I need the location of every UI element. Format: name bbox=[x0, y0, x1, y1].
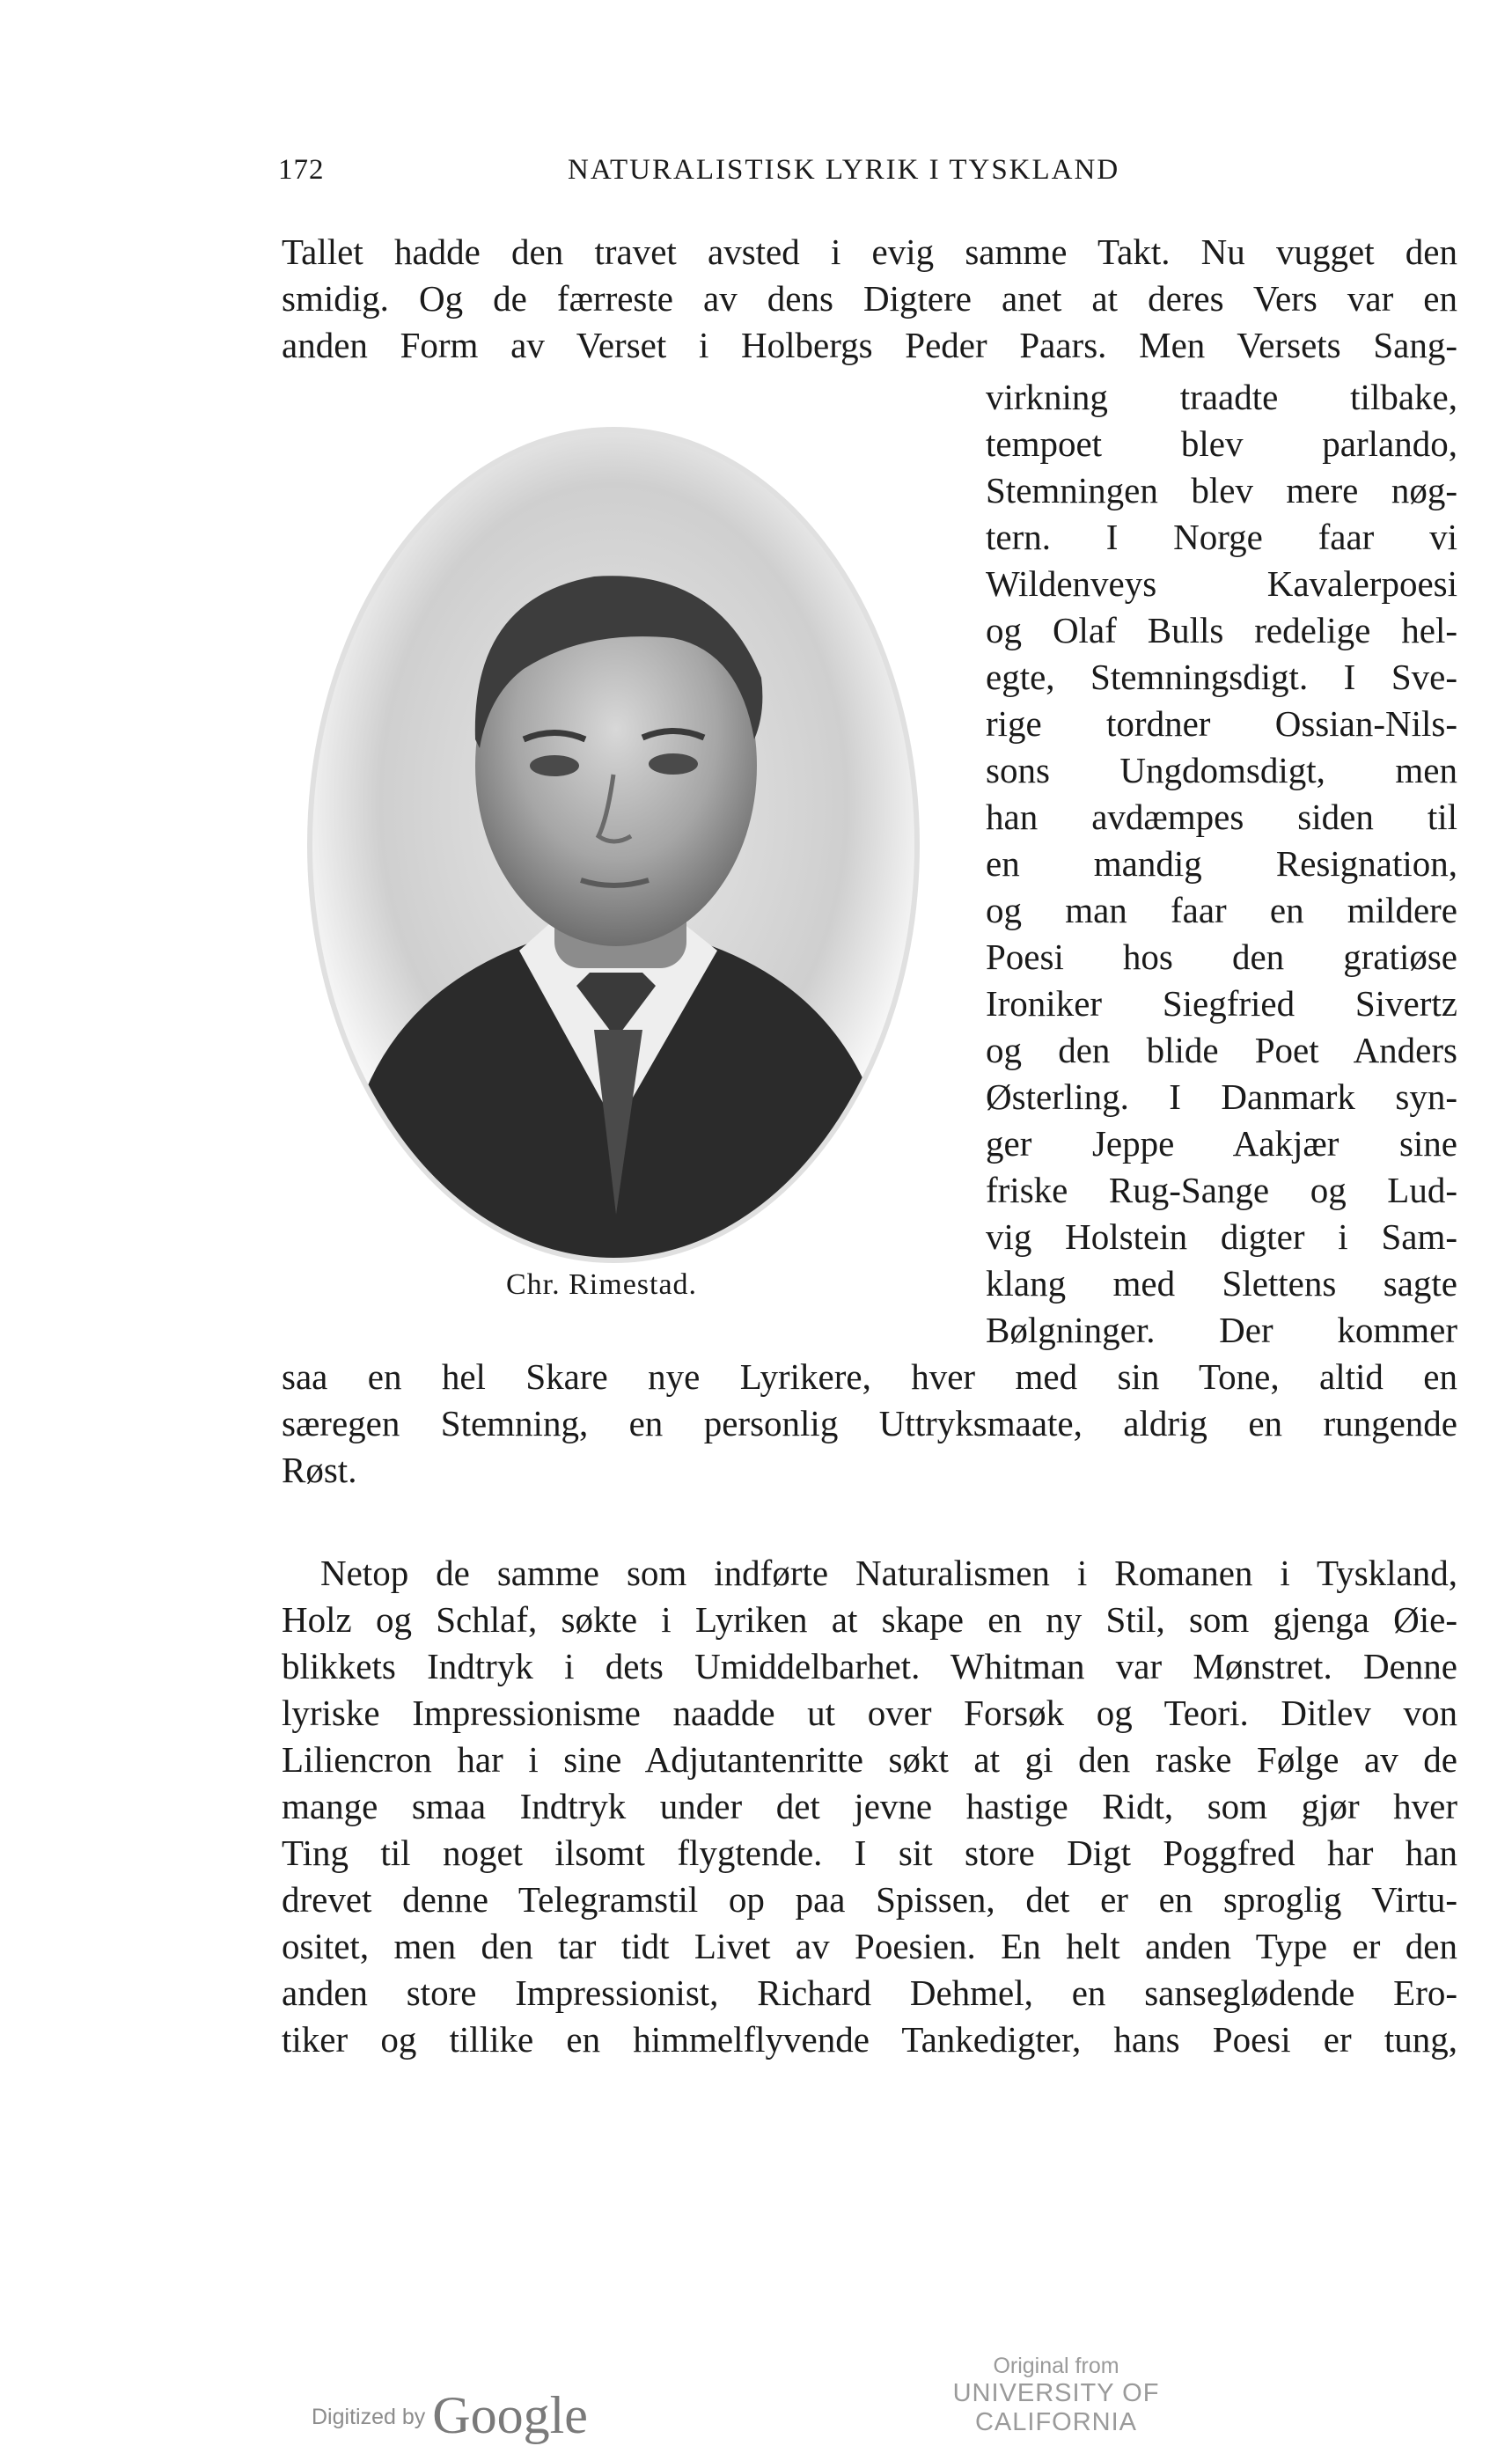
original-from-label: Original from bbox=[993, 2354, 1119, 2378]
text-line: egte, Stemningsdigt. I Sve- bbox=[986, 657, 1457, 697]
text-line: smidig. Og de færreste av dens Digtere anet at deres Vers var en bbox=[282, 278, 1457, 319]
text-line: anden store Impressionist, Richard Dehmel, en sanseglødende Ero- bbox=[282, 1972, 1457, 2013]
text-line: klang med Slettens sagte bbox=[986, 1263, 1457, 1304]
text-line: saa en hel Skare nye Lyrikere, hver med sin Tone, altid en bbox=[282, 1356, 1457, 1397]
portrait-photo bbox=[304, 422, 924, 1267]
text-line: tempoet blev parlando, bbox=[986, 423, 1457, 464]
google-logo: Google bbox=[432, 2386, 588, 2444]
text-line: rige tordner Ossian-Nils- bbox=[986, 703, 1457, 744]
text-line: tern. I Norge faar vi bbox=[986, 517, 1457, 557]
text-line: Røst. bbox=[282, 1450, 357, 1490]
text-line: Wildenveys Kavalerpoesi bbox=[986, 563, 1457, 604]
text-line: tiker og tillike en himmelflyvende Tankedigter, hans Poesi er tung, bbox=[282, 2019, 1457, 2060]
text-line: og den blide Poet Anders bbox=[986, 1030, 1457, 1070]
text-line: Ironiker Siegfried Sivertz bbox=[986, 983, 1457, 1024]
text-line: blikkets Indtryk i dets Umiddelbarhet. Whitman var Mønstret. Denne bbox=[282, 1646, 1457, 1686]
text-line: anden Form av Verset i Holbergs Peder Paars. Men Versets Sang- bbox=[282, 325, 1457, 365]
text-line: friske Rug-Sange og Lud- bbox=[986, 1170, 1457, 1210]
text-line: Liliencron har i sine Adjutantenritte søkt at gi den raske Følge av de bbox=[282, 1739, 1457, 1780]
text-line: og Olaf Bulls redelige hel- bbox=[986, 610, 1457, 650]
text-line: Stemningen blev mere nøg- bbox=[986, 470, 1457, 511]
text-line: Netop de samme som indførte Naturalismen i Romanen i Tyskland, bbox=[320, 1553, 1457, 1593]
text-line: mange smaa Indtryk under det jevne hastige Ridt, som gjør hver bbox=[282, 1786, 1457, 1826]
digitized-by-label: Digitized by bbox=[312, 2405, 426, 2429]
original-from-mark bbox=[906, 2354, 1206, 2437]
text-line: sons Ungdomsdigt, men bbox=[986, 750, 1457, 790]
text-line: lyriske Impressionisme naadde ut over Forsøk og Teori. Ditlev von bbox=[282, 1693, 1457, 1733]
text-line: særegen Stemning, en personlig Uttryksmaate, aldrig en rungende bbox=[282, 1403, 1457, 1443]
text-line: drevet denne Telegramstil op paa Spissen, det er en sproglig Virtu- bbox=[282, 1879, 1457, 1920]
portrait-illustration bbox=[304, 422, 924, 1267]
text-line: ger Jeppe Aakjær sine bbox=[986, 1123, 1457, 1164]
text-line: virkning traadte tilbake, bbox=[986, 377, 1457, 417]
text-line: vig Holstein digter i Sam- bbox=[986, 1216, 1457, 1257]
digitized-by-mark bbox=[312, 2385, 588, 2446]
text-line: Tallet hadde den travet avsted i evig samme Takt. Nu vugget den bbox=[282, 231, 1457, 272]
text-line: Ting til noget ilsomt flygtende. I sit store Digt Poggfred har han bbox=[282, 1833, 1457, 1873]
page-number: 172 bbox=[278, 154, 325, 186]
running-title: NATURALISTISK LYRIK I TYSKLAND bbox=[568, 154, 1120, 186]
text-line: han avdæmpes siden til bbox=[986, 797, 1457, 837]
institution-label: UNIVERSITY OF CALIFORNIA bbox=[952, 2379, 1160, 2436]
text-line: Østerling. I Danmark syn- bbox=[986, 1076, 1457, 1117]
text-line: Bølgninger. Der kommer bbox=[986, 1310, 1457, 1350]
text-line: Poesi hos den gratiøse bbox=[986, 937, 1457, 977]
text-line: og man faar en mildere bbox=[986, 890, 1457, 930]
figure-caption: Chr. Rimestad. bbox=[506, 1268, 698, 1301]
text-line: Holz og Schlaf, søkte i Lyriken at skape en ny Stil, som gjenga Øie- bbox=[282, 1599, 1457, 1640]
text-line: en mandig Resignation, bbox=[986, 843, 1457, 884]
text-line: ositet, men den tar tidt Livet av Poesien. En helt anden Type er den bbox=[282, 1926, 1457, 1966]
